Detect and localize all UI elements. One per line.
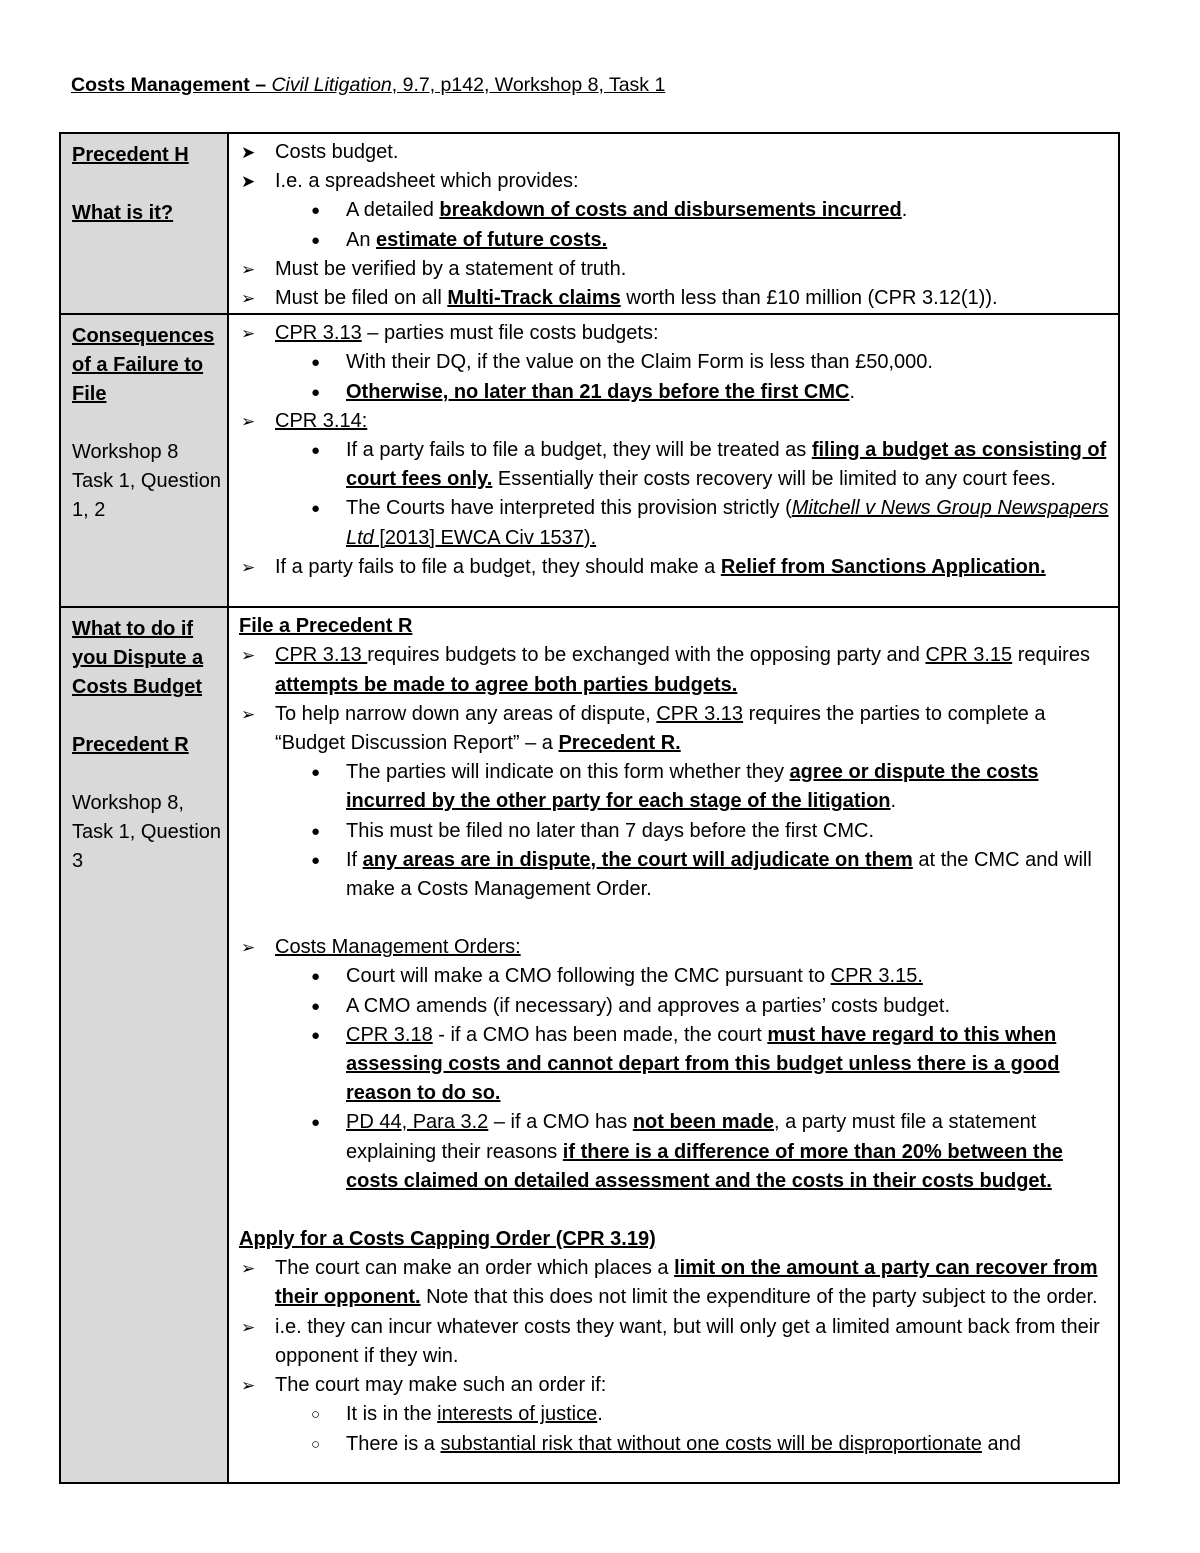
list-item: ● A detailed breakdown of costs and disbursements incurred.	[239, 196, 1110, 225]
circle-bullet-icon: ●	[311, 202, 321, 220]
side-note: Workshop 8, Task 1, Question 3	[72, 792, 221, 873]
arrow-bullet-icon: ➢	[241, 557, 256, 577]
list-item: ● With their DQ, if the value on the Claim Form is less than £50,000.	[239, 348, 1110, 377]
list-item: ➢ Must be verified by a statement of truth.	[239, 255, 1110, 284]
list-item: ➢ CPR 3.13 – parties must file costs budgets:	[239, 319, 1110, 348]
arrow-bullet-icon: ➤	[241, 143, 256, 162]
list-item: ● CPR 3.18 - if a CMO has been made, the court must have regard to this when assessing costs and cannot depart from this budget unless there is a good reason to do so.	[239, 1021, 1110, 1109]
row-precedent-h	[60, 133, 1119, 314]
list-item: ● This must be filed no later than 7 days before the first CMC.	[239, 817, 1110, 846]
arrow-bullet-icon: ➢	[241, 1259, 256, 1279]
circle-bullet-icon: ●	[311, 1114, 321, 1132]
circle-bullet-icon: ●	[311, 500, 321, 518]
page-title: Costs Management – Civil Litigation, 9.7, p142, Workshop 8, Task 1	[71, 74, 666, 96]
list-item: ➢ i.e. they can incur whatever costs they want, but will only get a limited amount back from their opponent if they win.	[239, 1313, 1110, 1371]
main-cell	[228, 133, 1119, 314]
side-cell	[60, 314, 228, 607]
arrow-bullet-icon: ➢	[241, 259, 256, 279]
list-item: ● The Courts have interpreted this provision strictly (Mitchell v News Group Newspapers Ltd [2013] EWCA Civ 1537).	[239, 494, 1110, 552]
list-item: ➢ The court may make such an order if:	[239, 1371, 1110, 1400]
circle-bullet-icon: ●	[311, 851, 321, 869]
arrow-bullet-icon: ➢	[241, 289, 256, 309]
list-item: ○ It is in the interests of justice.	[239, 1400, 1110, 1429]
arrow-bullet-icon: ➤	[241, 172, 256, 192]
main-cell	[228, 314, 1119, 607]
section-heading: File a Precedent R	[239, 615, 413, 638]
list-item: ● Court will make a CMO following the CMC pursuant to CPR 3.15.	[239, 962, 1110, 991]
side-label: What to do if you Dispute a Costs Budget	[72, 618, 204, 699]
row-dispute	[60, 607, 1119, 1483]
list-item: ➢ CPR 3.13 requires budgets to be exchanged with the opposing party and CPR 3.15 requires attempts be made to agree both parties budgets.	[239, 641, 1110, 699]
section-heading: Apply for a Costs Capping Order (CPR 3.19)	[239, 1228, 656, 1251]
list-item: ● A CMO amends (if necessary) and approves a parties’ costs budget.	[239, 992, 1110, 1021]
side-cell	[60, 133, 228, 314]
list-item: ➤ I.e. a spreadsheet which provides:	[239, 167, 1110, 196]
list-item: ● An estimate of future costs.	[239, 226, 1110, 255]
list-item: ● The parties will indicate on this form whether they agree or dispute the costs incurred by the other party for each stage of the litigation.	[239, 758, 1110, 816]
circle-bullet-icon: ●	[311, 968, 321, 986]
list-item: ➢ The court can make an order which places a limit on the amount a party can recover from their opponent. Note that this does not limit the expenditure of the party subject to the order.	[239, 1254, 1110, 1312]
arrow-bullet-icon: ➢	[241, 938, 256, 958]
side-label: Consequences of a Failure to File	[72, 325, 215, 406]
circle-bullet-icon: ●	[311, 822, 321, 840]
side-label: What is it?	[72, 202, 174, 224]
side-cell	[60, 607, 228, 1483]
circle-bullet-icon: ●	[311, 1026, 321, 1044]
arrow-bullet-icon: ➢	[241, 411, 256, 431]
list-item: ● Otherwise, no later than 21 days before the first CMC.	[239, 378, 1110, 407]
list-item: ➢ To help narrow down any areas of dispute, CPR 3.13 requires the parties to complete a “Budget Discussion Report” – a Precedent R.	[239, 700, 1110, 758]
arrow-bullet-icon: ➢	[241, 1317, 256, 1337]
side-label: Precedent H	[72, 144, 189, 166]
arrow-bullet-icon: ➢	[241, 646, 256, 666]
list-item: ➢ Must be filed on all Multi-Track claims worth less than £10 million (CPR 3.12(1)).	[239, 284, 1110, 313]
list-item: ➢ CPR 3.14:	[239, 407, 1110, 436]
arrow-bullet-icon: ➢	[241, 1376, 256, 1396]
list-item: ○ There is a substantial risk that without one costs will be disproportionate and	[239, 1430, 1110, 1459]
main-cell	[228, 607, 1119, 1483]
circle-bullet-icon: ●	[311, 383, 321, 401]
circle-bullet-icon: ●	[311, 442, 321, 460]
circle-bullet-icon: ●	[311, 231, 321, 249]
list-item: ● If a party fails to file a budget, they will be treated as filing a budget as consisting of court fees only. Essentially their costs recovery will be limited to any court fees.	[239, 436, 1110, 494]
row-consequences	[60, 314, 1119, 607]
side-note: Workshop 8 Task 1, Question 1, 2	[72, 441, 221, 522]
circle-bullet-icon: ●	[311, 354, 321, 372]
hollow-circle-bullet-icon: ○	[311, 1435, 321, 1453]
circle-bullet-icon: ●	[311, 997, 321, 1015]
list-item: ➤ Costs budget.	[239, 138, 1110, 167]
list-item: ● PD 44, Para 3.2 – if a CMO has not been made, a party must file a statement explaining their reasons if there is a difference of more than 20% between the costs claimed on detailed assessment and the costs in their costs budget.	[239, 1108, 1110, 1196]
notes-table	[59, 132, 1120, 1484]
list-item: ➢ Costs Management Orders:	[239, 933, 1110, 962]
arrow-bullet-icon: ➢	[241, 704, 256, 724]
side-label: Precedent R	[72, 734, 189, 757]
list-item: ➢ If a party fails to file a budget, they should make a Relief from Sanctions Application.	[239, 553, 1110, 582]
circle-bullet-icon: ●	[311, 764, 321, 782]
list-item: ● If any areas are in dispute, the court will adjudicate on them at the CMC and will make a Costs Management Order.	[239, 846, 1110, 904]
arrow-bullet-icon: ➢	[241, 324, 256, 344]
hollow-circle-bullet-icon: ○	[311, 1406, 321, 1424]
